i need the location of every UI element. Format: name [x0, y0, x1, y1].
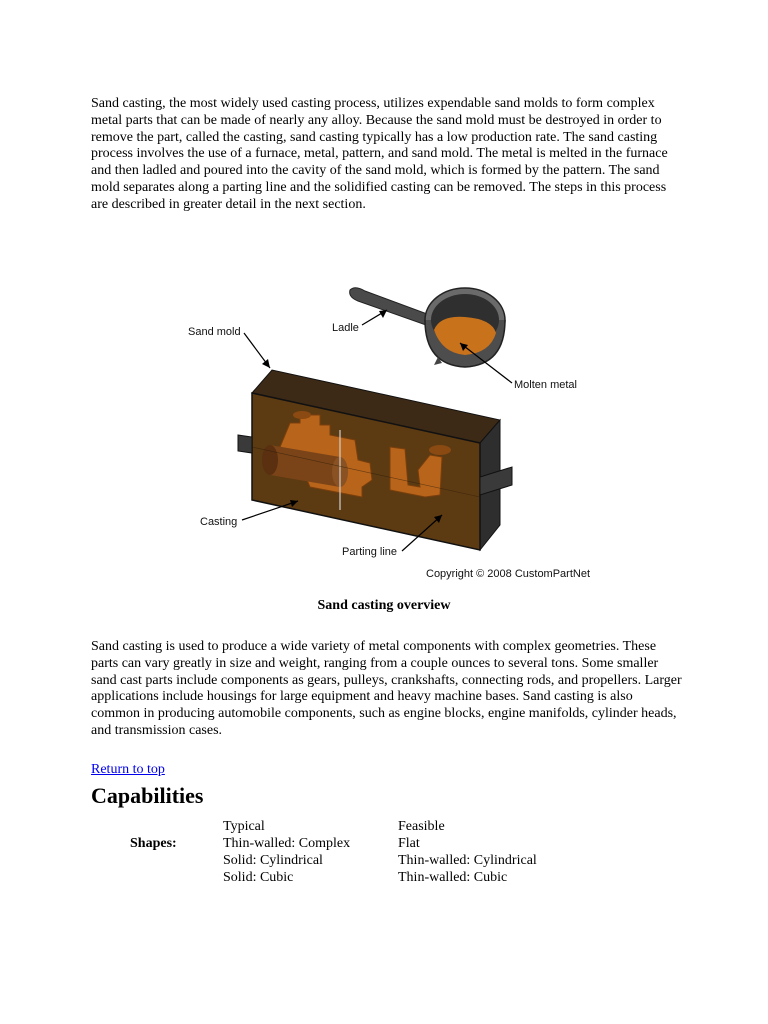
capabilities-heading: Capabilities [91, 783, 204, 808]
figure-caption: Sand casting overview [317, 598, 451, 613]
typical-cell: Solid: Cylindrical [223, 853, 323, 868]
label-sand-mold: Sand mold [188, 326, 241, 338]
feasible-cell: Flat [398, 836, 420, 851]
label-casting: Casting [200, 516, 238, 528]
typical-cell: Thin-walled: Complex [223, 836, 351, 851]
feasible-cell: Thin-walled: Cylindrical [398, 853, 537, 868]
ladle-handle [350, 288, 430, 325]
label-parting-line: Parting line [342, 546, 398, 558]
ladle [425, 288, 505, 367]
applications-paragraph: Sand casting is used to produce a wide variety of metal components with complex geometries. These parts can vary greatly in size and weight, ranging from a couple ounces to several tons. Some smaller sand cast parts include components as gears, pulleys, crankshafts, connecting rods, and propellers. Larger applications include housings for large equipment and heavy machine bases. Sand casting is also common in producing automobile components, such as engine blocks, engine manifolds, cylinder heads, and transmission cases. [91, 639, 682, 738]
return-to-top-link[interactable]: Return to top [91, 762, 165, 777]
typical-header: Typical [223, 819, 265, 834]
feasible-header: Feasible [398, 819, 445, 834]
shapes-label: Shapes: [130, 836, 177, 851]
typical-cell: Solid: Cubic [223, 870, 294, 885]
label-molten-metal: Molten metal [514, 379, 577, 391]
intro-paragraph: Sand casting, the most widely used casting process, utilizes expendable sand molds to form complex metal parts that can be made of nearly any alloy. Because the sand mold must be destroyed in order to remove the part, called the casting, sand casting typically has a low production rate. The sand casting process involves the use of a furnace, metal, pattern, and sand mold. The metal is melted in the furnace and then ladled and poured into the cavity of the sand mold, which is formed by the pattern. The sand mold separates along a parting line and the solidified casting can be removed. The steps in this process are described in greater detail in the next section. [91, 96, 668, 212]
feasible-cell: Thin-walled: Cubic [398, 870, 508, 885]
sand-casting-diagram [180, 275, 600, 585]
label-ladle: Ladle [332, 322, 359, 334]
figure-copyright: Copyright © 2008 CustomPartNet [426, 568, 591, 580]
